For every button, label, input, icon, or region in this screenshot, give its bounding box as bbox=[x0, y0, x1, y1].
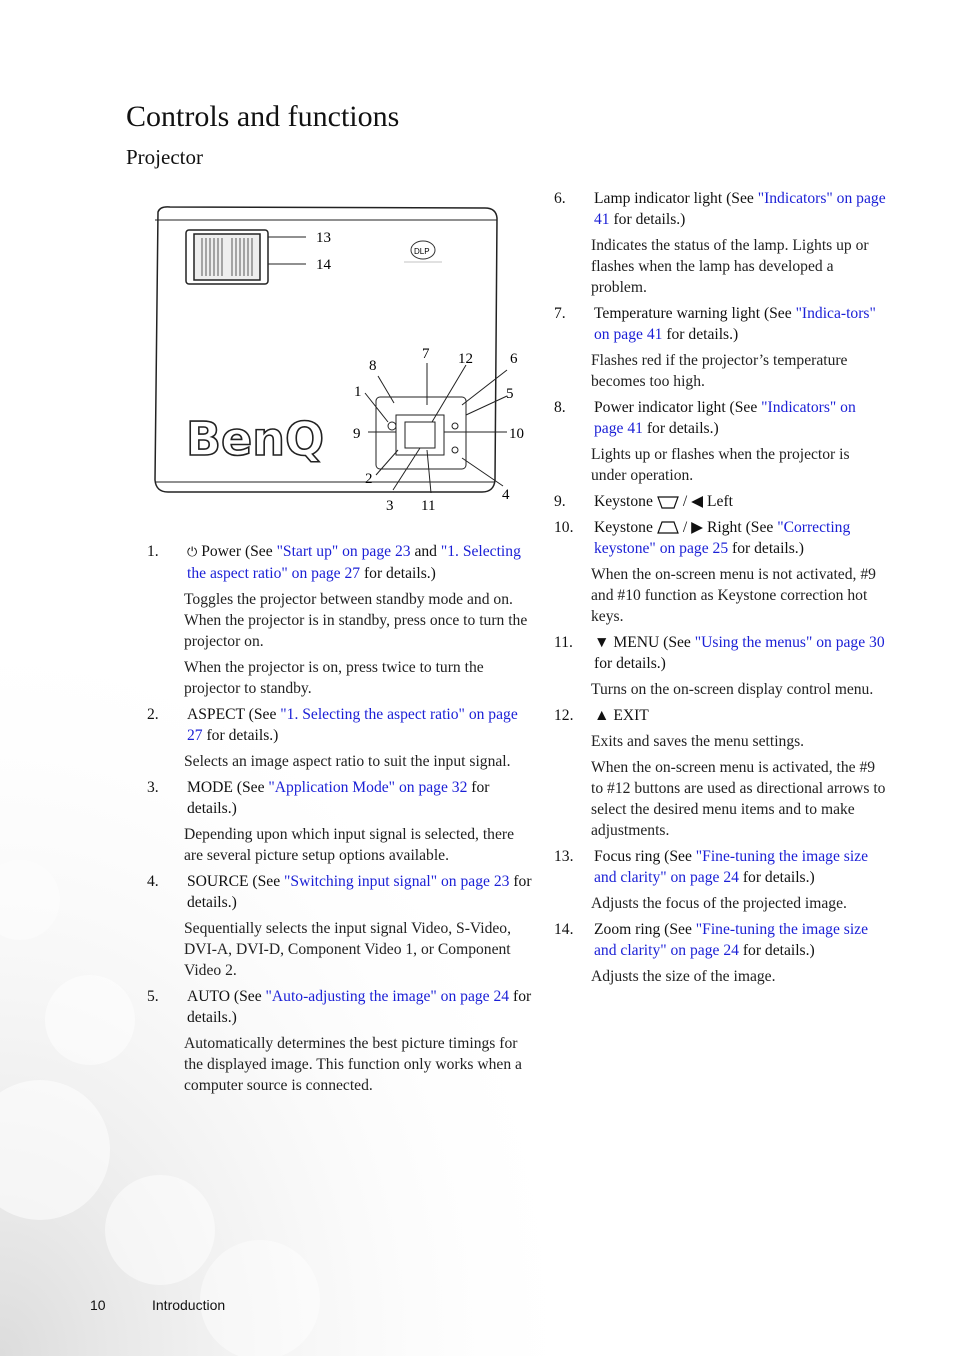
list-item-1: 1. ⏻ Power (See "Start up" on page 23 and "1. Selecting the aspect ratio" on page 27 for details.) Toggles the projector between standby mode and on. When the projector is in standby, press once to turn the projector on. When the projector is on, press twice to turn the projector to standby. bbox=[147, 543, 528, 697]
callout-3: 3 bbox=[386, 498, 394, 514]
power-icon: ⏻ bbox=[187, 545, 198, 560]
link-switching-input[interactable]: "Switching input signal" on page 23 bbox=[284, 873, 510, 890]
link-auto-adjusting[interactable]: "Auto-adjusting the image" on page 24 bbox=[265, 988, 510, 1005]
callout-2: 2 bbox=[365, 471, 373, 487]
link-application-mode[interactable]: "Application Mode" on page 32 bbox=[268, 779, 468, 796]
callout-11: 11 bbox=[421, 498, 436, 514]
section-title: Projector bbox=[126, 145, 203, 169]
list-item-14: 14. Zoom ring (See "Fine-tuning the image size and clarity" on page 24 for details.) Adjusts the size of the image. bbox=[554, 921, 869, 985]
callout-1: 1 bbox=[354, 384, 362, 400]
link-fine-tuning[interactable]: "Fine-tuning the image size and clarity" on page 24 bbox=[594, 921, 869, 959]
list-item-11: 11. ▼ MENU (See "Using the menus" on page 30 for details.) Turns on the on-screen display control menu. bbox=[554, 634, 885, 698]
link-aspect-ratio[interactable]: "1. Selecting the aspect ratio" on page 27 bbox=[187, 706, 518, 744]
link-using-menus[interactable]: "Using the menus" on page 30 bbox=[694, 634, 885, 651]
callout-12: 12 bbox=[458, 351, 473, 367]
list-item-12: 12. ▲ EXIT Exits and saves the menu settings. When the on-screen menu is activated, the #9 to #12 buttons are used as directional arrows to select the desired menu items and to make adjustments. bbox=[554, 707, 886, 839]
callout-7: 7 bbox=[422, 346, 430, 362]
callout-4: 4 bbox=[502, 487, 510, 503]
list-item-7: 7. Temperature warning light (See "Indica-tors" on page 41 for details.) Flashes red if the projector’s temperature becomes too high. bbox=[554, 305, 876, 390]
callout-9: 9 bbox=[353, 426, 361, 442]
list-item-2: 2. ASPECT (See "1. Selecting the aspect ratio" on page 27 for details.) Selects an image aspect ratio to suit the input signal. bbox=[147, 706, 518, 770]
page-number: 10 bbox=[90, 1297, 106, 1313]
link-fine-tuning[interactable]: "Fine-tuning the image size and clarity" on page 24 bbox=[594, 848, 869, 886]
item-number: 1. bbox=[147, 543, 159, 560]
item-list-left bbox=[147, 541, 532, 1101]
brand-logo: BenQ bbox=[186, 412, 325, 466]
footer-section: Introduction bbox=[152, 1297, 226, 1313]
link-start-up[interactable]: "Start up" on page 23 bbox=[276, 543, 411, 560]
list-item-10: 10. Keystone / ▶ Right (See "Correcting keystone" on page 25 for details.) When the on-screen menu is not activated, #9 and #10 function as Keystone correction hot keys. bbox=[554, 519, 876, 625]
callout-5: 5 bbox=[506, 386, 514, 402]
callout-10: 10 bbox=[509, 426, 524, 442]
list-item-5: 5. AUTO (See "Auto-adjusting the image" on page 24 for details.) Automatically determines the best picture timings for the displayed image. This function only works when a computer source is connected. bbox=[147, 988, 532, 1094]
callout-8: 8 bbox=[369, 358, 377, 374]
list-item-9: 9. Keystone / ◀ Left bbox=[554, 493, 733, 510]
list-item-8: 8. Power indicator light (See "Indicators" on page 41 for details.) Lights up or flashes when the projector is under operation. bbox=[554, 399, 856, 484]
link-correcting-keystone[interactable]: "Correcting keystone" on page 25 bbox=[594, 519, 851, 557]
link-aspect-ratio[interactable]: "1. Selecting the aspect ratio" on page 27 bbox=[187, 543, 521, 582]
list-item-13: 13. Focus ring (See "Fine-tuning the image size and clarity" on page 24 for details.) Adjusts the focus of the projected image. bbox=[554, 848, 869, 912]
callout-6: 6 bbox=[510, 351, 518, 367]
list-item-6: 6. Lamp indicator light (See "Indicators" on page 41 for details.) Indicates the status of the lamp. Lights up or flashes when the lamp has developed a problem. bbox=[554, 190, 886, 296]
callout-13: 13 bbox=[316, 230, 331, 246]
link-indicators[interactable]: "Indica-tors" on page 41 bbox=[594, 305, 876, 343]
keystone-down-icon bbox=[657, 495, 679, 509]
page-title: Controls and functions bbox=[126, 100, 400, 133]
item-list-right bbox=[554, 188, 888, 992]
link-indicators[interactable]: "Indicators" on page 41 bbox=[594, 190, 886, 228]
dlp-logo: DLP bbox=[414, 247, 430, 256]
keystone-up-icon bbox=[657, 521, 679, 535]
list-item-4: 4. SOURCE (See "Switching input signal" on page 23 for details.) Sequentially selects the input signal Video, S-Video, DVI-A, DVI-D, Component Video 1, or Component Video 2. bbox=[147, 873, 532, 979]
projector-diagram bbox=[150, 200, 530, 520]
link-indicators[interactable]: "Indicators" on page 41 bbox=[594, 399, 856, 437]
list-item-3: 3. MODE (See "Application Mode" on page 32 for details.) Depending upon which input signal is selected, there are several picture setup options available. bbox=[147, 779, 514, 864]
callout-14: 14 bbox=[316, 257, 331, 273]
